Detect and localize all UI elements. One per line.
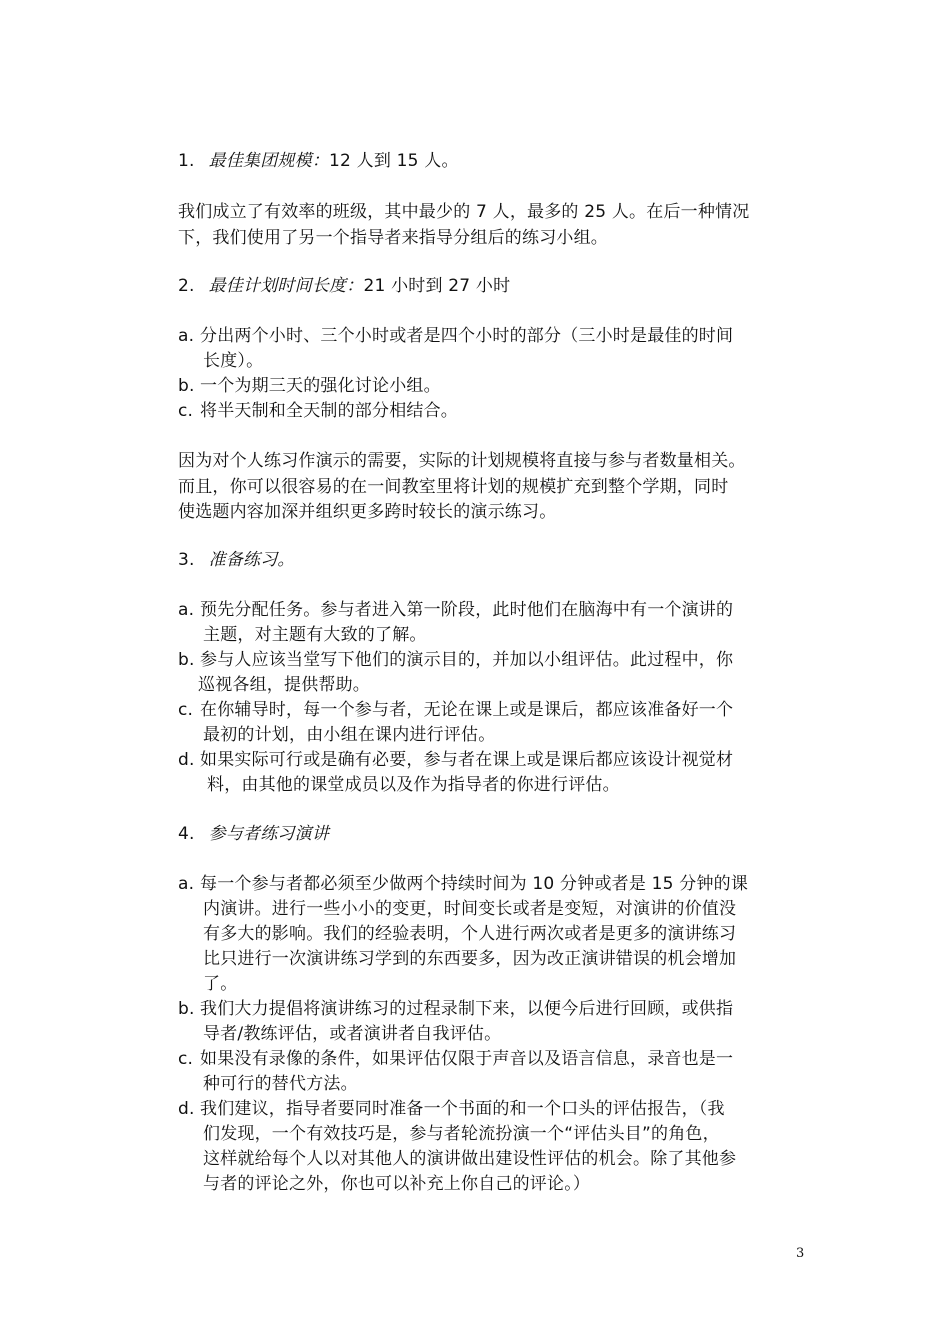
list-item — [178, 698, 733, 722]
list-marker: c. — [178, 700, 194, 720]
list-marker: d. — [178, 750, 195, 770]
page-number: 3 — [796, 1246, 805, 1261]
list-item-continuation: 与者的评论之外，你也可以补充上你自己的评论。） — [203, 1174, 591, 1194]
paragraph-line: 而且，你可以很容易的在一间教室里将计划的规模扩充到整个学期，同时 — [178, 477, 729, 497]
section-number: 3. — [178, 550, 195, 570]
section-label: 最佳计划时间长度： — [208, 276, 364, 296]
list-item-continuation: 有多大的影响。我们的经验表明，个人进行两次或者是更多的演讲练习 — [203, 924, 737, 944]
paragraph-line: 下，我们使用了另一个指导者来指导分组后的练习小组。 — [178, 228, 608, 248]
list-item — [178, 1047, 733, 1071]
section-value: 12 人到 15 人。 — [329, 151, 459, 171]
list-item — [178, 748, 733, 772]
paragraph-line: 我们成立了有效率的班级，其中最少的 7 人，最多的 25 人。在后一种情况 — [178, 202, 750, 222]
paragraph-line: 使选题内容加深并组织更多跨时较长的演示练习。 — [178, 502, 557, 522]
list-item-text: 如果实际可行或是确有必要，参与者在课上或是课后都应该设计视觉材 — [200, 750, 734, 770]
list-item-continuation: 主题，对主题有大致的了解。 — [203, 625, 427, 645]
list-item-continuation: 长度）。 — [203, 351, 264, 371]
list-item-text: 我们大力提倡将演讲练习的过程录制下来，以便今后进行回顾，或供指 — [200, 999, 734, 1019]
list-item-text: 如果没有录像的条件，如果评估仅限于声音以及语言信息，录音也是一 — [200, 1049, 734, 1069]
section-4-heading — [178, 822, 329, 846]
list-marker: b. — [178, 376, 195, 396]
section-number: 4. — [178, 824, 195, 844]
list-item-continuation: 们发现，一个有效技巧是，参与者轮流扮演一个“评估头目”的角色， — [203, 1124, 720, 1144]
section-2-heading — [178, 274, 510, 298]
list-marker: b. — [178, 999, 195, 1019]
list-item-text: 我们建议，指导者要同时准备一个书面的和一个口头的评估报告，（我 — [200, 1099, 725, 1119]
list-marker: c. — [178, 1049, 194, 1069]
list-item-text: 参与人应该当堂写下他们的演示目的，并加以小组评估。此过程中，你 — [200, 650, 734, 670]
list-item — [178, 324, 733, 348]
list-item-continuation: 最初的计划，由小组在课内进行评估。 — [203, 725, 496, 745]
list-marker: a. — [178, 600, 195, 620]
list-item-continuation: 导者/教练评估，或者演讲者自我评估。 — [203, 1024, 502, 1044]
list-item — [178, 997, 733, 1021]
list-item — [178, 399, 458, 423]
list-item-continuation: 比只进行一次演讲练习学到的东西要多，因为改正演讲错误的机会增加 — [203, 949, 737, 969]
list-item-continuation: 内演讲。进行一些小小的变更，时间变长或者是变短，对演讲的价值没 — [203, 899, 737, 919]
list-marker: c. — [178, 401, 194, 421]
section-label: 参与者练习演讲 — [208, 824, 330, 844]
list-item-text: 每一个参与者都必须至少做两个持续时间为 10 分钟或者是 15 分钟的课 — [200, 874, 749, 894]
list-item — [178, 598, 733, 622]
list-item — [178, 1097, 725, 1121]
list-item-text: 在你辅导时，每一个参与者，无论在课上或是课后，都应该准备好一个 — [200, 700, 734, 720]
section-1-heading — [178, 149, 459, 173]
list-marker: a. — [178, 874, 195, 894]
list-item-continuation: 这样就给每个人以对其他人的演讲做出建设性评估的机会。除了其他参 — [203, 1149, 737, 1169]
list-marker: a. — [178, 326, 195, 346]
paragraph-line: 因为对个人练习作演示的需要，实际的计划规模将直接与参与者数量相关。 — [178, 451, 746, 471]
list-item-text: 将半天制和全天制的部分相结合。 — [200, 401, 458, 421]
list-item-text: 预先分配任务。参与者进入第一阶段，此时他们在脑海中有一个演讲的 — [200, 600, 734, 620]
list-item-continuation: 料，由其他的课堂成员以及作为指导者的你进行评估。 — [207, 775, 620, 795]
list-marker: d. — [178, 1099, 195, 1119]
section-number: 2. — [178, 276, 195, 296]
list-item — [178, 374, 441, 398]
list-item — [178, 872, 748, 896]
section-value: 21 小时到 27 小时 — [363, 276, 511, 296]
list-item-continuation: 了。 — [203, 974, 238, 994]
section-label: 最佳集团规模： — [208, 151, 330, 171]
list-item-text: 一个为期三天的强化讨论小组。 — [200, 376, 441, 396]
section-number: 1. — [178, 151, 195, 171]
list-item — [178, 648, 733, 672]
list-item-continuation: 巡视各组，提供帮助。 — [198, 675, 370, 695]
list-item-continuation: 种可行的替代方法。 — [203, 1074, 358, 1094]
list-item-text: 分出两个小时、三个小时或者是四个小时的部分（三小时是最佳的时间 — [200, 326, 734, 346]
section-label: 准备练习。 — [208, 550, 295, 570]
list-marker: b. — [178, 650, 195, 670]
section-3-heading — [178, 548, 295, 572]
